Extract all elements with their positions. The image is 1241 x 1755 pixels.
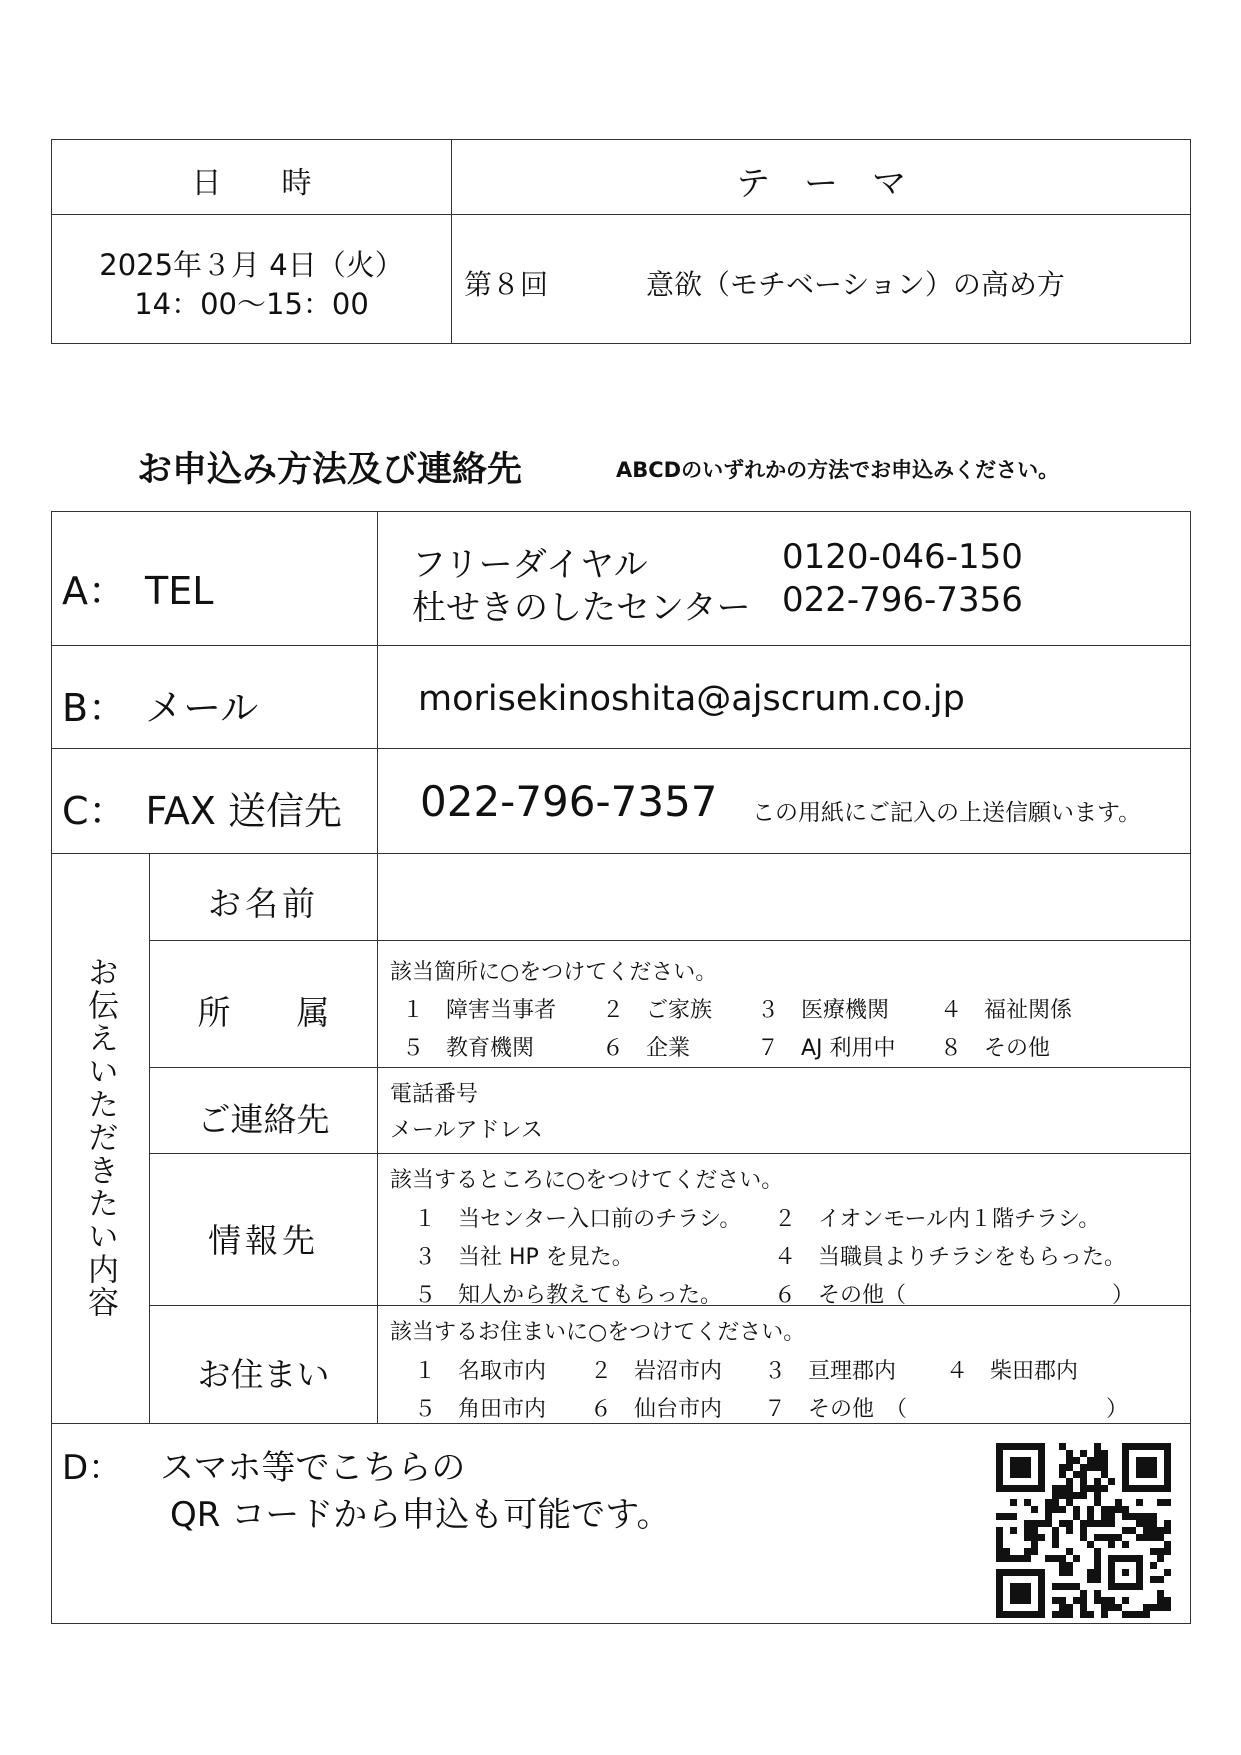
mail-label: B： メール [62, 686, 259, 730]
qr-text-line1: スマホ等でこちらの [160, 1448, 466, 1488]
schedule-header-theme: テ ー マ [736, 164, 906, 204]
source-option-2[interactable]: ２ イオンモール内１階チラシ。 [774, 1207, 1101, 1232]
center-phone-number[interactable]: 022-796-7356 [782, 580, 1023, 620]
residence-option-7-close: ） [1106, 1397, 1129, 1422]
tel-label: A： TEL [62, 569, 214, 613]
affiliation-option-4[interactable]: ４ 福祉関係 [940, 998, 1073, 1023]
fax-label: C： FAX 送信先 [62, 789, 343, 833]
contact-email-label: メールアドレス [390, 1118, 543, 1143]
fax-number[interactable]: 022-796-7357 [420, 777, 718, 826]
source-option-1[interactable]: １ 当センター入口前のチラシ。 [414, 1207, 742, 1232]
residence-option-1[interactable]: １ 名取市内 [414, 1359, 547, 1384]
residence-option-5[interactable]: ５ 角田市内 [414, 1397, 547, 1422]
residence-instruction: 該当するお住まいに○をつけてください。 [390, 1320, 806, 1345]
contact-phone-label: 電話番号 [390, 1082, 479, 1107]
session-number: 第８回 [464, 268, 549, 301]
affiliation-option-6[interactable]: ６ 企業 [602, 1036, 691, 1061]
source-label: 情報先 [208, 1221, 319, 1260]
apply-title: お申込み方法及び連絡先 [137, 450, 523, 490]
freedial-number[interactable]: 0120-046-150 [782, 537, 1023, 577]
residence-option-6[interactable]: ６ 仙台市内 [590, 1397, 723, 1422]
freedial-label: フリーダイヤル [412, 545, 648, 585]
info-vertical-label: お伝えいただきたい内容 [82, 956, 118, 1319]
residence-option-7[interactable]: ７ その他 （ [764, 1397, 908, 1422]
qr-code-icon[interactable] [996, 1443, 1171, 1618]
residence-label: お住まい [197, 1355, 330, 1394]
affiliation-option-2[interactable]: ２ ご家族 [602, 998, 713, 1023]
session-theme: 意欲（モチベーション）の高め方 [646, 268, 1065, 301]
schedule-header-date: 日 時 [191, 166, 312, 201]
name-input[interactable] [378, 854, 1190, 940]
schedule-time: 14：00〜15：00 [134, 287, 369, 321]
affiliation-instruction: 該当箇所に○をつけてください。 [390, 960, 718, 985]
affiliation-option-7[interactable]: ７ AJ 利用中 [757, 1036, 896, 1061]
source-option-6-close: ） [1112, 1283, 1135, 1308]
affiliation-option-5[interactable]: ５ 教育機関 [402, 1036, 535, 1061]
contact-label: ご連絡先 [197, 1100, 330, 1139]
affiliation-label: 所 属 [197, 993, 330, 1032]
affiliation-option-3[interactable]: ３ 医療機関 [757, 998, 890, 1023]
affiliation-option-8[interactable]: ８ その他 [940, 1036, 1051, 1061]
apply-subtitle: ABCDのいずれかの方法でお申込みください。 [616, 458, 1060, 482]
center-phone-label: 杜せきのしたセンター [412, 588, 751, 628]
residence-option-3[interactable]: ３ 亘理郡内 [764, 1359, 897, 1384]
source-option-5[interactable]: ５ 知人から教えてもらった。 [414, 1283, 723, 1308]
residence-option-4[interactable]: ４ 柴田郡内 [946, 1359, 1079, 1384]
name-label: お名前 [208, 884, 319, 923]
source-option-4[interactable]: ４ 当職員よりチラシをもらった。 [774, 1245, 1127, 1270]
affiliation-option-1[interactable]: １ 障害当事者 [402, 998, 557, 1023]
residence-option-2[interactable]: ２ 岩沼市内 [590, 1359, 723, 1384]
source-option-6[interactable]: ６ その他（ [774, 1283, 907, 1308]
qr-text-line2: QR コードから申込も可能です。 [170, 1495, 671, 1535]
mail-address[interactable]: morisekinoshita@ajscrum.co.jp [418, 679, 965, 719]
schedule-date: 2025年３月 4日（火） [99, 248, 404, 282]
fax-note: この用紙にご記入の上送信願います。 [752, 800, 1142, 826]
source-instruction: 該当するところに○をつけてください。 [390, 1168, 784, 1193]
source-option-3[interactable]: ３ 当社 HP を見た。 [414, 1245, 634, 1270]
qr-label: D： [62, 1448, 123, 1488]
